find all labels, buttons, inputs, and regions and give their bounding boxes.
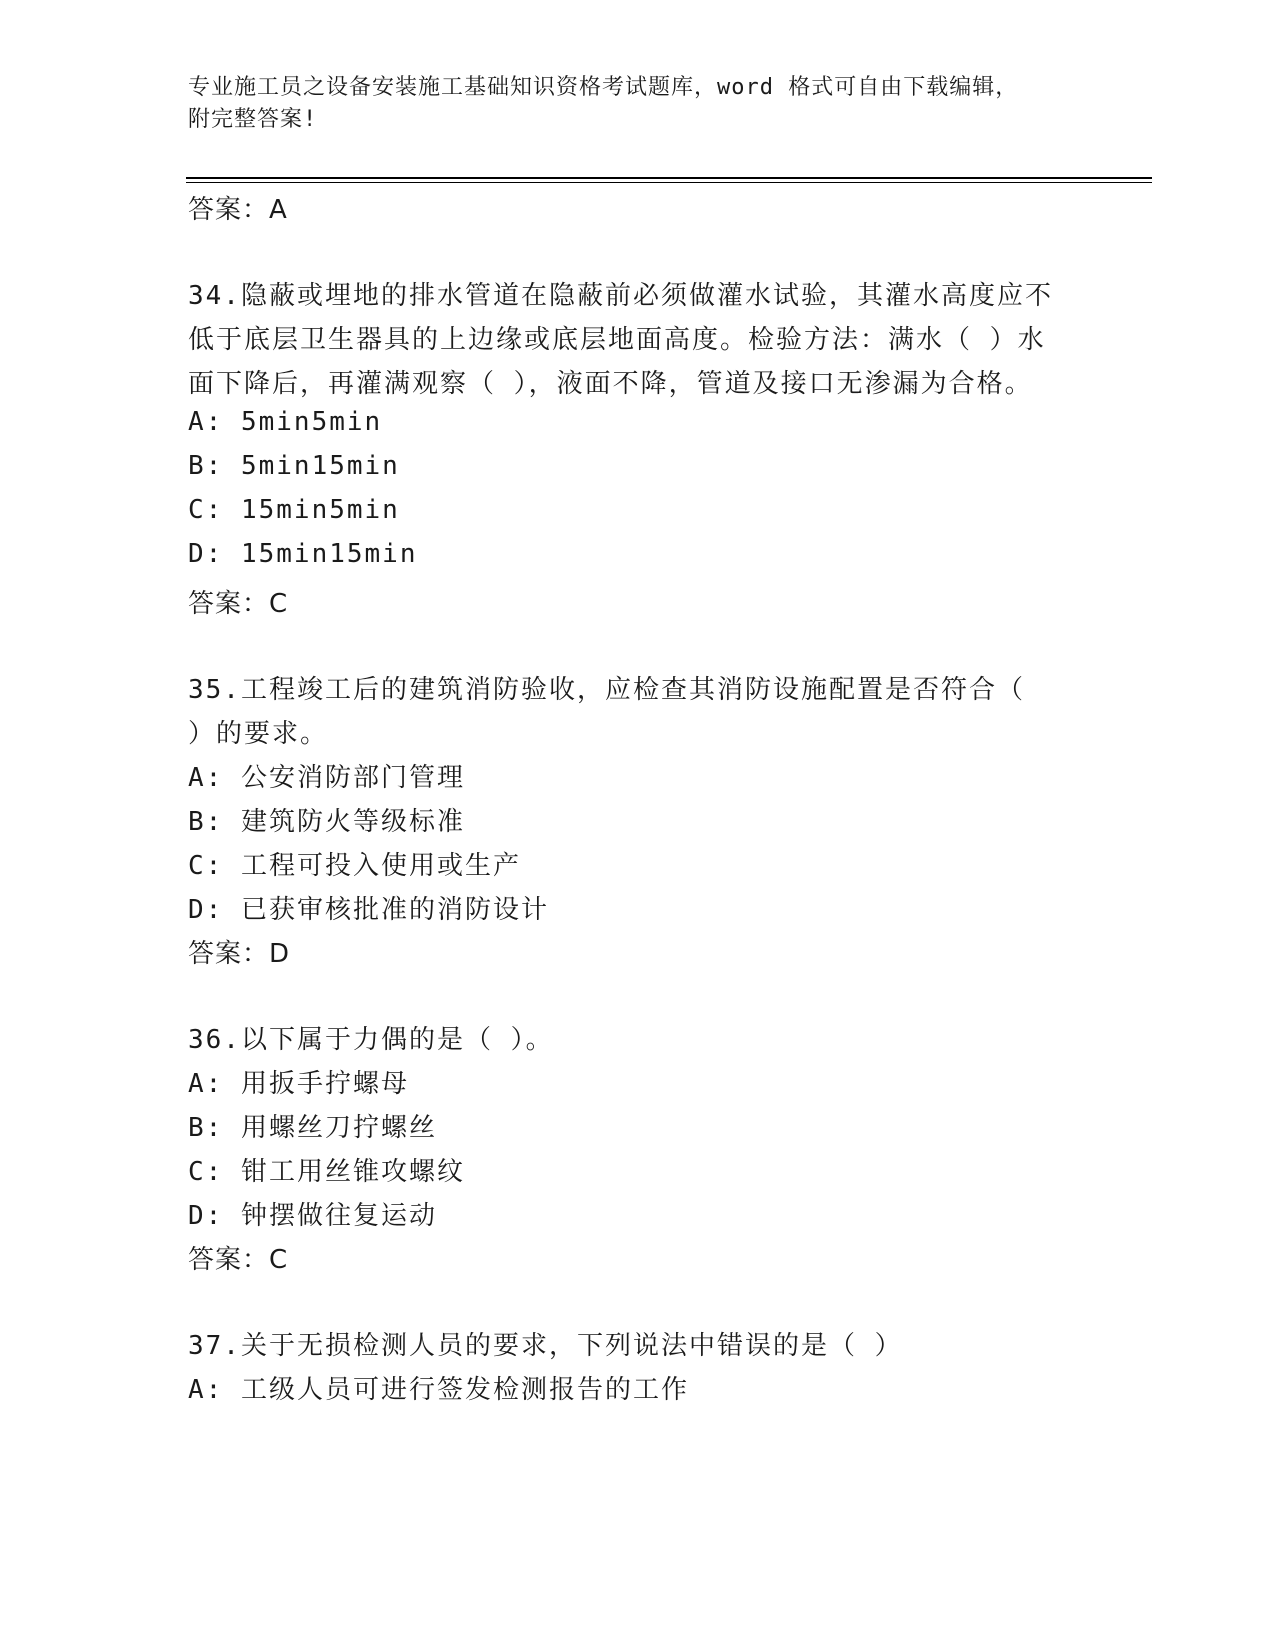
q34-option-c: C: 15min5min [188, 495, 400, 525]
q34-answer: 答案：C [188, 589, 289, 619]
q35-option-d: D: 已获审核批准的消防设计 [188, 895, 549, 925]
document-header [188, 72, 1078, 136]
q36-stem-line-1: 36.以下属于力偶的是（ ）。 [188, 1025, 554, 1055]
q37-stem-line-1: 37.关于无损检测人员的要求，下列说法中错误的是（ ） [188, 1331, 903, 1361]
q36-option-d: D: 钟摆做往复运动 [188, 1201, 437, 1231]
q34-stem-line-1: 34.隐蔽或埋地的排水管道在隐蔽前必须做灌水试验，其灌水高度应不 [188, 281, 1053, 311]
q37-option-a: A: 工级人员可进行签发检测报告的工作 [188, 1375, 689, 1405]
q34-stem-line-3: 面下降后，再灌满观察（ ），液面不降，管道及接口无渗漏为合格。 [188, 369, 1033, 399]
q35-option-b: B: 建筑防火等级标准 [188, 807, 465, 837]
q36-option-a: A: 用扳手拧螺母 [188, 1069, 409, 1099]
header-divider-thin [186, 182, 1152, 183]
q36-option-c: C: 钳工用丝锥攻螺纹 [188, 1157, 465, 1187]
q34-option-b: B: 5min15min [188, 451, 400, 481]
q35-option-c: C: 工程可投入使用或生产 [188, 851, 521, 881]
prev-answer: 答案：A [188, 195, 288, 225]
q35-answer: 答案：D [188, 939, 291, 969]
q36-option-b: B: 用螺丝刀拧螺丝 [188, 1113, 437, 1143]
q34-option-a: A: 5min5min [188, 407, 383, 437]
q35-option-a: A: 公安消防部门管理 [188, 763, 465, 793]
q34-option-d: D: 15min15min [188, 539, 418, 569]
q35-stem-line-2: ）的要求。 [188, 719, 329, 749]
q35-stem-line-1: 35.工程竣工后的建筑消防验收，应检查其消防设施配置是否符合（ [188, 675, 1025, 705]
header-divider-thick [186, 177, 1152, 179]
q34-stem-line-2: 低于底层卫生器具的上边缘或底层地面高度。检验方法：满水（ ）水 [188, 325, 1046, 355]
header-line-1: 专业施工员之设备安装施工基础知识资格考试题库，word 格式可自由下载编辑， [188, 75, 1019, 100]
header-line-2: 附完整答案! [188, 107, 318, 132]
q36-answer: 答案：C [188, 1245, 289, 1275]
